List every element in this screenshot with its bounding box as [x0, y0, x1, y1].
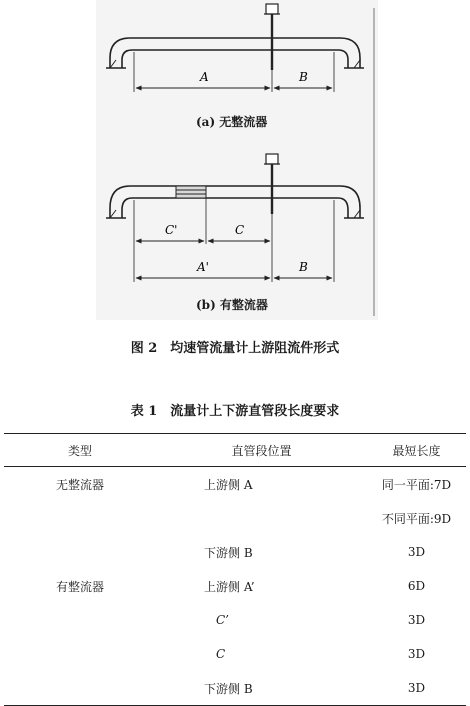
table-row	[4, 569, 466, 603]
cell-length: 3D	[407, 613, 426, 627]
table-row	[4, 603, 466, 637]
table-row	[4, 637, 466, 671]
cell-position: C’	[216, 613, 229, 627]
table-row	[4, 671, 466, 706]
cell-position: C	[216, 647, 226, 661]
header-type: 类型	[4, 434, 156, 467]
cell-type	[4, 603, 156, 637]
flow-conditioner	[176, 186, 206, 198]
cell-type: 无整流器	[55, 477, 104, 492]
cell-type	[4, 501, 156, 535]
cell-type	[4, 535, 156, 569]
label-B-b: B	[299, 260, 308, 274]
table-row	[4, 535, 466, 569]
header-position: 直管段位置	[156, 434, 367, 467]
label-A-prime: A'	[197, 260, 209, 274]
requirements-table	[4, 433, 466, 706]
cell-position: 下游侧 B	[156, 671, 367, 706]
flowmeter-probe-b	[264, 154, 280, 214]
label-C: C	[235, 223, 245, 237]
cell-length: 3D	[407, 647, 426, 661]
cell-length: 不同平面:9D	[381, 511, 452, 526]
header-min-length: 最短长度	[367, 434, 466, 467]
pipe-a	[106, 38, 364, 68]
cell-length: 同一平面:7D	[381, 477, 452, 492]
table-header-row	[4, 434, 466, 467]
subfigure-b-caption: (b) 有整流器	[196, 298, 268, 312]
label-A: A	[200, 70, 209, 84]
cell-position: 上游侧 A	[204, 477, 253, 492]
cell-position: 上游侧 A’	[204, 579, 255, 594]
cell-length: 3D	[407, 545, 426, 559]
table-title: 表 1 流量计上下游直管段长度要求	[130, 404, 340, 419]
cell-type	[4, 671, 156, 706]
table-row	[4, 467, 466, 502]
subfigure-a-caption: (a) 无整流器	[196, 115, 268, 129]
label-C-prime: C'	[165, 223, 178, 237]
cell-type: 有整流器	[55, 579, 104, 594]
cell-length: 3D	[367, 671, 466, 706]
cell-position	[156, 501, 367, 535]
flow-diagram	[0, 0, 470, 330]
pipe-b	[106, 186, 364, 218]
figure-caption: 图 2 均速管流量计上游阻流件形式	[130, 341, 340, 356]
flowmeter-probe-a	[264, 4, 280, 70]
cell-position: 下游侧 B	[204, 545, 253, 560]
table-row	[4, 501, 466, 535]
cell-type	[4, 637, 156, 671]
cell-length: 6D	[407, 579, 426, 593]
label-B: B	[299, 70, 308, 84]
